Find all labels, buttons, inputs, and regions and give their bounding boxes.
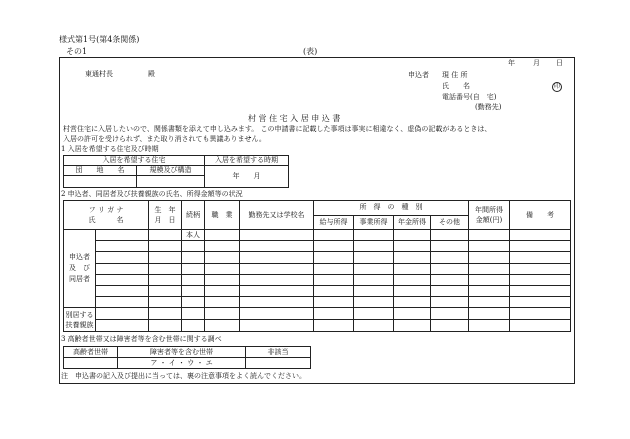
col-relation: 続柄 (182, 201, 205, 230)
col-birth: 生 年 月 日 (149, 201, 182, 230)
col-job: 職 業 (205, 201, 240, 230)
col-elderly: 高齢者世帯 (64, 347, 118, 358)
table-row (64, 274, 571, 285)
time-value[interactable]: 年 月 (205, 166, 289, 188)
section1-title: 1 入居を希望する住宅及び時期 (61, 145, 159, 153)
section3-title: 3 高齢者世帯又は障害者等を含む世帯に関する調べ (61, 335, 222, 343)
addressee-name: 東通村長 (85, 70, 113, 78)
table-row (64, 308, 571, 320)
col-salary: 給与所得 (314, 215, 354, 230)
intro-line-1: 村営住宅に入居したいので、関係書類を添えて申し込みます。 この申請書に記載した事項は事実に相違なく、虚偽の記載があるときは、 (63, 125, 492, 133)
seal-mark: 印 (553, 83, 560, 90)
col-disabled: 障害者等を含む世帯 (118, 347, 246, 358)
date-month: 月 (533, 59, 540, 67)
part-label: その1 (66, 47, 88, 56)
applicant-label: 申込者 (408, 71, 429, 79)
document-title: 村 営 住 宅 入 居 申 込 書 (248, 114, 341, 123)
group-separate: 別居する 扶養親族 (64, 308, 96, 332)
phone-home-label: 電話番号(自 宅) (442, 93, 497, 101)
table-row (64, 286, 571, 297)
group-applicant: 申込者 及 び 同居者 (64, 230, 96, 308)
date-day: 日 (556, 59, 563, 67)
section2-title: 2 申込者、同居者及び扶養親族の氏名、所得金額等の状況 (61, 190, 243, 198)
col-workplace: 勤務先又は学校名 (240, 201, 314, 230)
address-label: 現 住 所 (442, 71, 468, 79)
table-row (64, 230, 571, 241)
housing-table (63, 155, 289, 188)
footer-note: 注 申込書の記入及び提出に当っては、裏の注意事項をよく読んでください。 (61, 372, 306, 380)
none-value[interactable] (246, 358, 311, 369)
col-annual: 年間所得 金額(円) (469, 201, 510, 230)
header-time: 入居を希望する時期 (205, 156, 289, 166)
header-housing: 入居を希望する住宅 (64, 156, 205, 166)
date-year: 年 (508, 59, 515, 67)
col-business: 事業所得 (354, 215, 394, 230)
col-furigana-name: フ リ ガ ナ 氏 名 (64, 201, 149, 230)
table-row (64, 252, 571, 263)
table-row (64, 320, 571, 332)
col-remarks: 備 考 (510, 201, 571, 230)
col-none: 非該当 (246, 347, 311, 358)
table-row (64, 241, 571, 252)
household-table (63, 200, 571, 332)
options-value[interactable]: ア ・ イ ・ ウ ・ エ (118, 358, 246, 369)
col-scale: 規模及び構造 (137, 166, 205, 176)
addressee-honorific: 殿 (148, 70, 155, 78)
col-income-type: 所 得 の 種 別 (314, 201, 469, 216)
form-number: 様式第1号(第4条関係) (59, 35, 140, 44)
household-type-table (63, 346, 311, 369)
table-row (64, 263, 571, 274)
col-complex: 団 地 名 (64, 166, 137, 176)
table-row (64, 297, 571, 308)
complex-input[interactable] (64, 176, 137, 188)
side-label: (表) (303, 47, 318, 56)
elderly-value[interactable] (64, 358, 118, 369)
intro-line-2: 入居の許可を受けられず、また取り消されても異議ありません。 (63, 135, 266, 143)
col-pension: 年金所得 (394, 215, 431, 230)
self-relation: 本人 (182, 230, 205, 241)
scale-input[interactable] (137, 176, 205, 188)
phone-work-label: (勤務先) (475, 103, 502, 111)
name-label: 氏 名 (442, 82, 470, 90)
col-other: その他 (431, 215, 469, 230)
